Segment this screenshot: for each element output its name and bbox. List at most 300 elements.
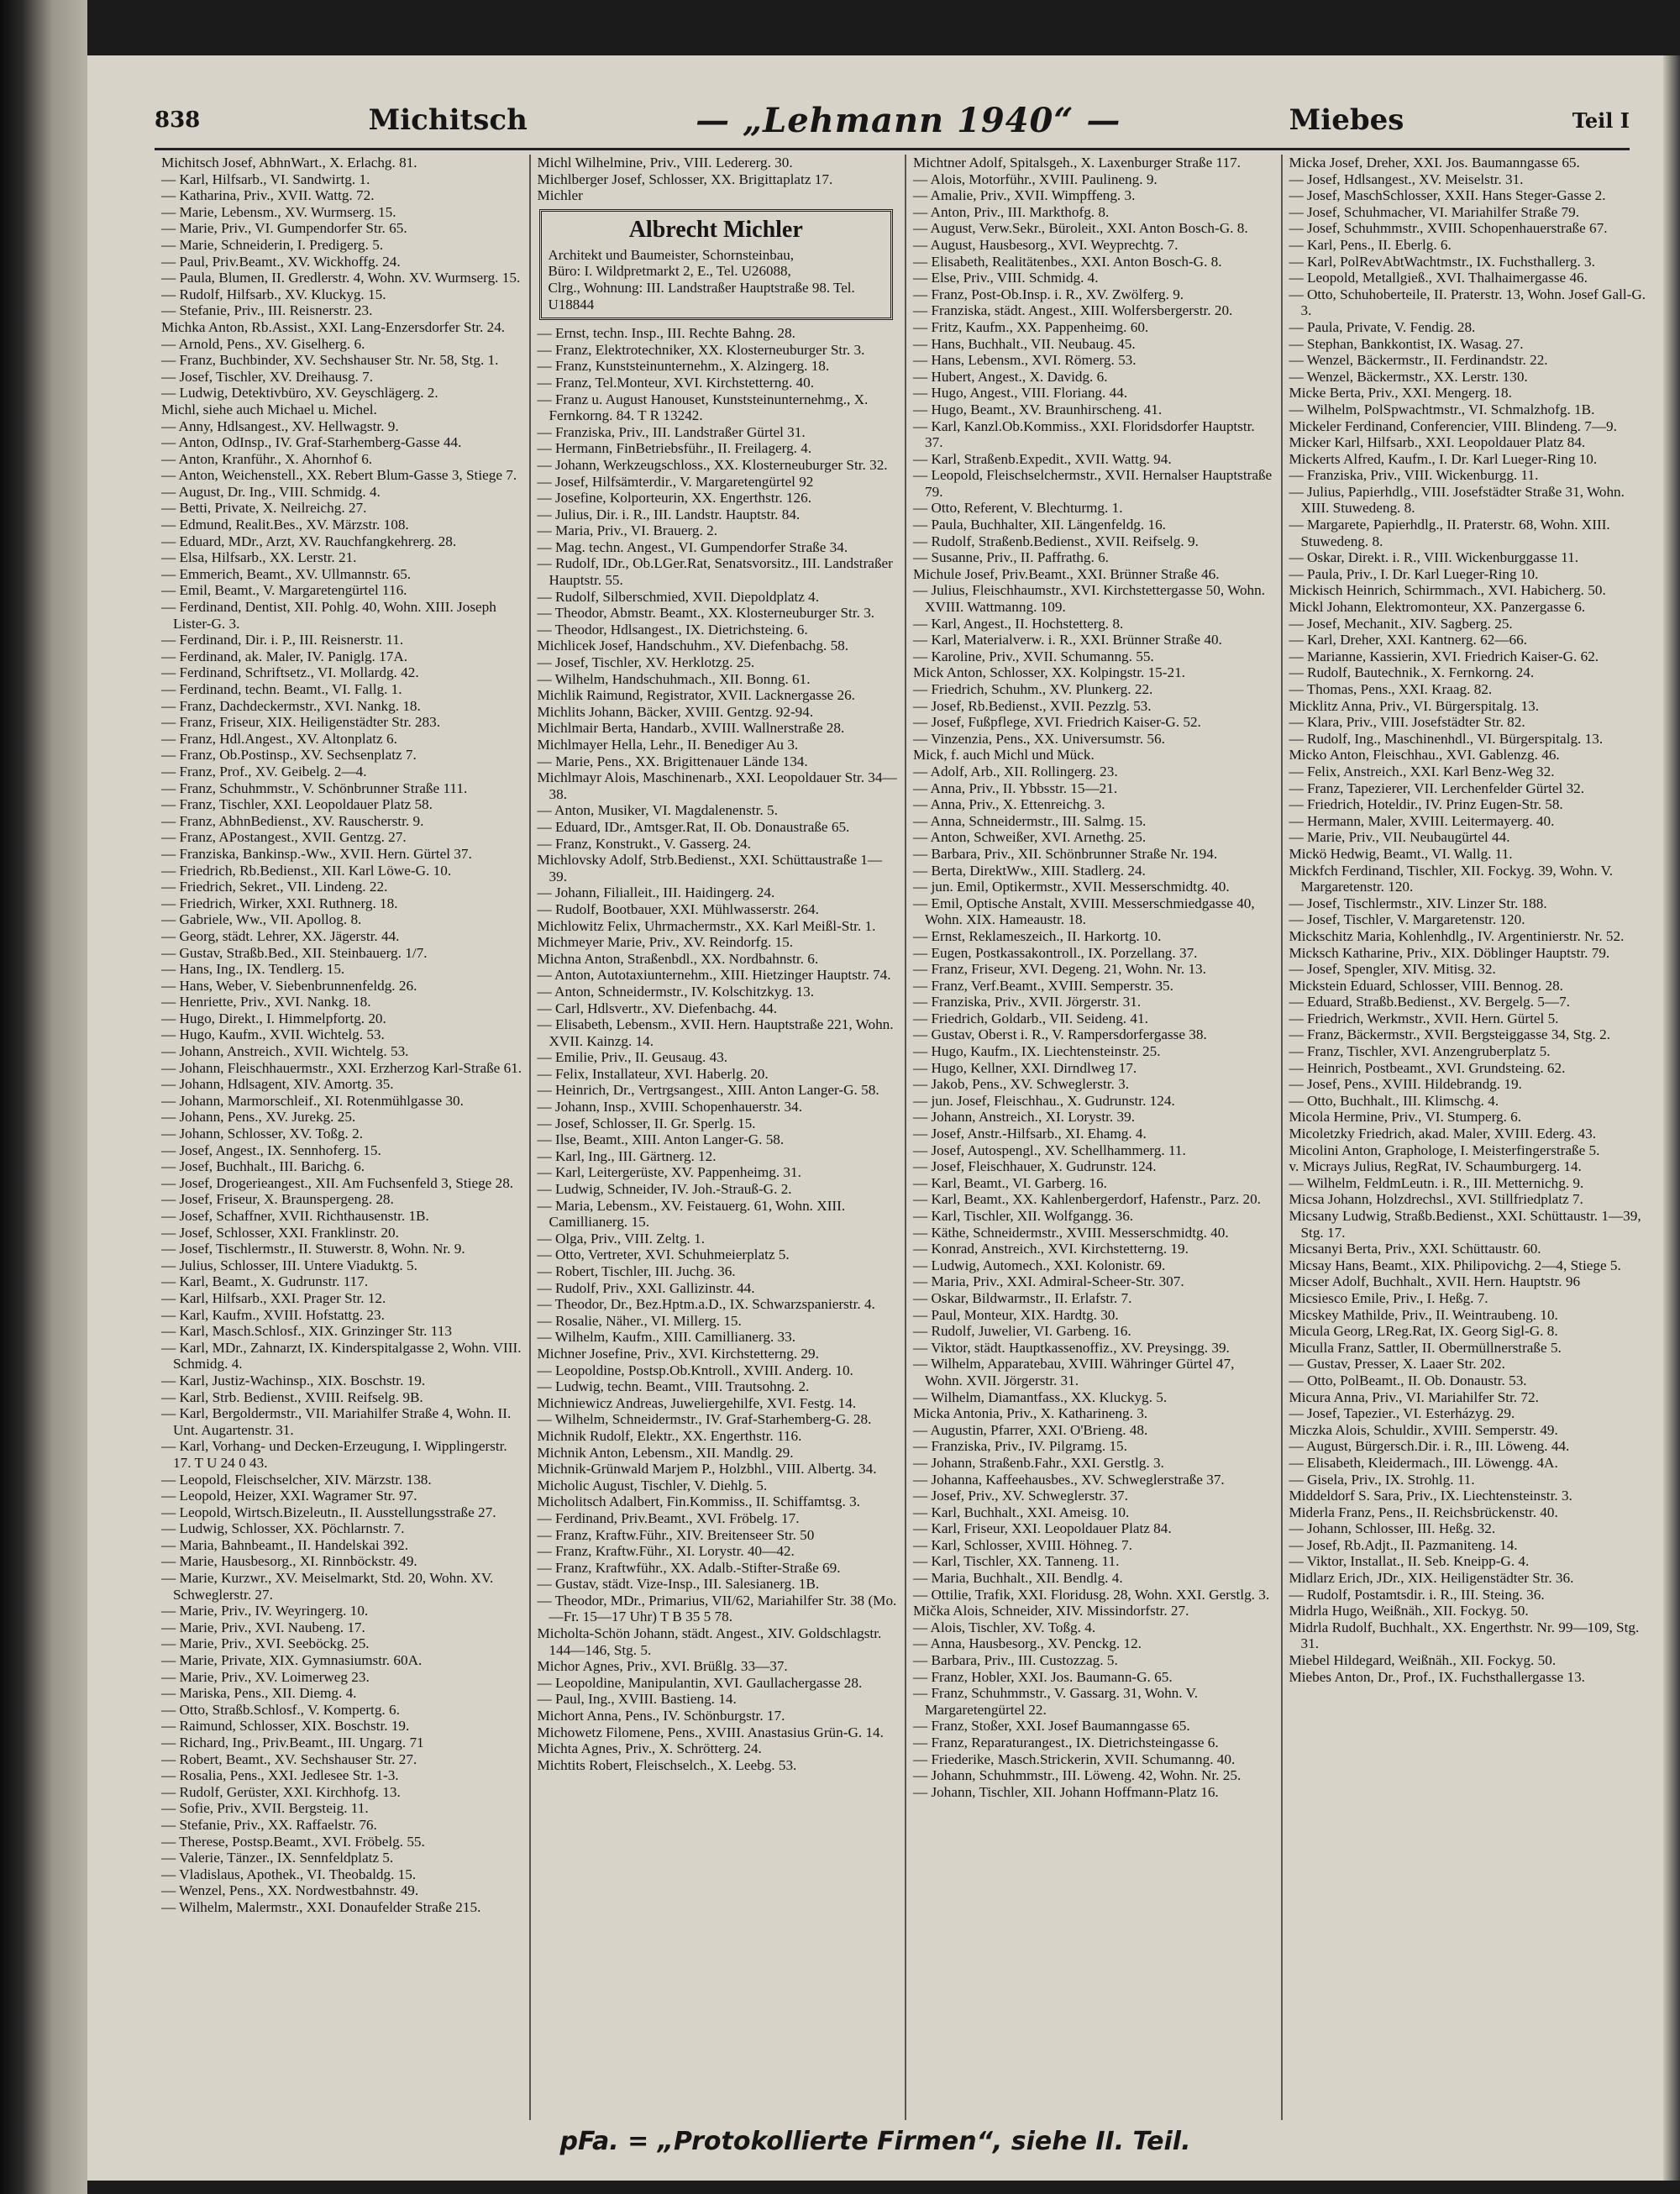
directory-entry: — Johann, Hdlsagent, XIV. Amortg. 35. <box>161 1076 394 1093</box>
directory-entry: — Franziska, Priv., XVII. Jörgerstr. 31. <box>913 994 1142 1010</box>
directory-entry: — Otto, Vertreter, XVI. Schuhmeierplatz 5. <box>537 1247 790 1263</box>
directory-entry: — Ferdinand, Priv.Beamt., XVI. Fröbelg. 17. <box>537 1509 800 1526</box>
directory-entry: — Fritz, Kaufm., XX. Pappenheimg. 60. <box>913 318 1149 335</box>
directory-entry: — Marie, Pens., XX. Brigittenauer Lände 134. <box>537 753 808 769</box>
directory-entry: — Anton, Schneidermstr., IV. Kolschitzkyg. 13. <box>537 983 815 1000</box>
directory-entry: — Rudolf, IDr., Ob.LGer.Rat, Senatsvorsitz., III. Landstraßer Hauptstr. 55. <box>537 555 893 589</box>
directory-entry: — Maria, Priv., VI. Brauerg. 2. <box>537 522 717 539</box>
directory-entry: — Franz, APostangest., XVII. Gentzg. 27. <box>161 829 407 846</box>
directory-entry: — Johann, Fleischhauermstr., XXI. Erzherzog Karl-Straße 61. <box>161 1059 522 1076</box>
column-1 <box>155 155 531 2120</box>
directory-entry: — Wenzel, Pens., XX. Nordwestbahnstr. 49. <box>161 1882 419 1899</box>
directory-entry: — Theodor, MDr., Primarius, VII/62, Mariahilfer Str. 38 (Mo.—Fr. 15—17 Uhr) T B 35 5 78. <box>537 1592 897 1625</box>
directory-entry: Micsa Johann, Holzdrechsl., XVI. Stillfriedplatz 7. <box>1289 1191 1583 1208</box>
ad-line: Clrg., Wohnung: III. Landstraßer Hauptstraße 98. Tel. U18844 <box>548 279 855 312</box>
directory-entry: — Otto, Straßb.Schlosf., V. Kompertg. 6. <box>161 1701 400 1718</box>
directory-entry: — Karl, Dreher, XXI. Kantnerg. 62—66. <box>1289 632 1527 648</box>
directory-entry: — Karl, Leitergerüste, XV. Pappenheimg. 31. <box>537 1164 801 1181</box>
directory-entry: Michl, siehe auch Michael u. Michel. <box>161 401 377 417</box>
directory-entry: — Marie, Lebensm., XV. Wurmserg. 15. <box>161 203 396 220</box>
advertisement-box <box>539 209 894 320</box>
directory-entry: Micola Hermine, Priv., VI. Stumperg. 6. <box>1289 1109 1522 1126</box>
directory-entry: — Rudolf, Bootbauer, XXI. Mühlwasserstr. 264. <box>537 900 819 917</box>
directory-entry: — Ferdinand, ak. Maler, IV. Paniglg. 17A. <box>161 648 408 664</box>
directory-entry: — Marianne, Kassierin, XVI. Friedrich Kaiser-G. 62. <box>1289 648 1599 664</box>
directory-entry: — Ernst, Reklameszeich., II. Harkortg. 10. <box>913 927 1162 944</box>
directory-entry: — Josef, Schlosser, II. Gr. Sperlg. 15. <box>537 1115 756 1131</box>
directory-entry: — Marie, Schneiderin, I. Predigerg. 5. <box>161 236 384 253</box>
directory-entry: — Theodor, Dr., Bez.Hptm.a.D., IX. Schwarzspanierstr. 4. <box>537 1296 875 1313</box>
directory-entry: — Theodor, Hdlsangest., IX. Dietrichsteing. 6. <box>537 621 808 638</box>
directory-entry: — Franz, Tapezierer, VII. Lerchenfelder Gürtel 32. <box>1289 779 1585 796</box>
directory-entry: — Ludwig, techn. Beamt., VIII. Trautsohng. 2. <box>537 1378 810 1395</box>
directory-entry: — Hermann, FinBetriebsführ., II. Freilagerg. 4. <box>537 440 812 457</box>
directory-entry: — Elisabeth, Kleidermach., III. Löwengg. 4A. <box>1289 1454 1558 1471</box>
directory-entry: — Karl, Buchhalt., XXI. Ameisg. 10. <box>913 1504 1130 1520</box>
directory-entry: — Ottilie, Trafik, XXI. Floridusg. 28, Wohn. XXI. Gerstlg. 3. <box>913 1586 1270 1603</box>
directory-entry: — Wilhelm, Schneidermstr., IV. Graf-Starhemberg-G. 28. <box>537 1411 872 1428</box>
directory-entry: — Johann, Insp., XVIII. Schopenhauerstr. 34. <box>537 1099 803 1115</box>
directory-entry: — Rudolf, Priv., XXI. Gallizinstr. 44. <box>537 1279 755 1296</box>
directory-entry: Micholta-Schön Johann, städt. Angest., XIV. Goldschlagstr. 144—146, Stg. 5. <box>537 1625 882 1658</box>
directory-entry: — Elsa, Hilfsarb., XX. Lerstr. 21. <box>161 549 357 566</box>
directory-entry: — Eduard, Straßb.Bedienst., XV. Bergelg. 5—7. <box>1289 994 1570 1010</box>
directory-entry: — Ludwig, Automech., XXI. Kolonistr. 69. <box>913 1257 1166 1273</box>
directory-entry: — Paula, Blumen, II. Gredlerstr. 4, Wohn. XV. Wurmserg. 15. <box>161 270 521 286</box>
directory-entry: — Josef, Rb.Bedienst., XVII. Pezzlg. 53. <box>913 697 1152 714</box>
directory-entry: — Josef, Autospengl., XV. Schellhammerg. 11. <box>913 1142 1186 1158</box>
directory-entry: — Betti, Private, X. Neilreichg. 27. <box>161 500 367 517</box>
directory-entry: — Johann, Werkzeugschloss., XX. Klosterneuburger Str. 32. <box>537 456 888 473</box>
directory-entry: — Maria, Buchhalt., XII. Bendlg. 4. <box>913 1570 1123 1587</box>
directory-entry: Mick, f. auch Michl und Mück. <box>913 747 1095 764</box>
directory-entry: Micula Georg, LReg.Rat, IX. Georg Sigl-G. 8. <box>1289 1323 1558 1340</box>
directory-entry: Midrla Hugo, Weißnäh., XII. Fockyg. 50. <box>1289 1603 1529 1619</box>
directory-entry: Michlmair Berta, Handarb., XVIII. Wallnerstraße 28. <box>537 720 845 737</box>
ad-title: Albrecht Michler <box>628 216 803 243</box>
directory-entry: — Emilie, Priv., II. Geusaug. 43. <box>537 1049 728 1066</box>
directory-entry: — Eduard, MDr., Arzt, XV. Rauchfangkehrerg. 28. <box>161 533 457 549</box>
directory-page <box>87 55 1663 2181</box>
directory-entry: — Karl, Straßenb.Expedit., XVII. Wattg. 94. <box>913 450 1172 467</box>
directory-entry: — Karl, Hilfsarb., XXI. Prager Str. 12. <box>161 1289 386 1306</box>
directory-entry: — Franz, Tischler, XVI. Anzengruberplatz 5. <box>1289 1043 1551 1060</box>
directory-entry: Mickschitz Maria, Kohlenhdlg., IV. Argentinierstr. Nr. 52. <box>1289 927 1625 944</box>
directory-entry: — Josef, MaschSchlosser, XXII. Hans Steger-Gasse 2. <box>1289 187 1606 204</box>
header-last-name: Miebes <box>1289 103 1404 137</box>
directory-entry: Mick Anton, Schlosser, XX. Kolpingstr. 15-21. <box>913 664 1185 681</box>
directory-entry: — Franz, Stoßer, XXI. Josef Baumanngasse 65. <box>913 1718 1190 1735</box>
directory-entry: Mickisch Heinrich, Schirmmach., XVI. Habicherg. 50. <box>1289 582 1606 599</box>
directory-entry: — Karl, Friseur, XXI. Leopoldauer Platz 84. <box>913 1520 1172 1537</box>
directory-entry: — Leopold, Fleischselcher, XIV. Märzstr. 138. <box>161 1471 432 1488</box>
directory-entry: — Hugo, Direkt., I. Himmelpfortg. 20. <box>161 1010 386 1026</box>
directory-entry: — Franziska, städt. Angest., XIII. Wolfersbergerstr. 20. <box>913 302 1233 319</box>
directory-entry: — Franziska, Priv., III. Landstraßer Gürtel 31. <box>537 423 806 440</box>
directory-entry: — Maria, Priv., XXI. Admiral-Scheer-Str. 307. <box>913 1273 1184 1290</box>
directory-entry: — Julius, Papierhdlg., VIII. Josefstädter Straße 31, Wohn. XIII. Stuwedeng. 8. <box>1289 483 1625 517</box>
directory-entry: — Hans, Ing., IX. Tendlerg. 15. <box>161 961 345 978</box>
directory-entry: — Anna, Priv., X. Ettenreichg. 3. <box>913 796 1105 813</box>
directory-entry: — Franz, Reparaturangest., IX. Dietrichsteingasse 6. <box>913 1735 1219 1750</box>
directory-entry: — jun. Emil, Optikermstr., XVII. Messerschmidtg. 40. <box>913 879 1230 895</box>
directory-entry: Michor Agnes, Priv., XVI. Brüßlg. 33—37. <box>537 1658 788 1675</box>
directory-entry: — Jakob, Pens., XV. Schweglerstr. 3. <box>913 1076 1130 1093</box>
directory-entry: — Oskar, Bildwarmstr., II. Erlafstr. 7. <box>913 1289 1132 1306</box>
directory-entry: — Marie, Hausbesorg., XI. Rinnböckstr. 49. <box>161 1553 417 1570</box>
directory-entry: — Paula, Priv., I. Dr. Karl Lueger-Ring 10. <box>1289 565 1539 582</box>
directory-entry: — Gabriele, Ww., VII. Apollog. 8. <box>161 911 362 928</box>
directory-entry: — Barbara, Priv., III. Custozzag. 5. <box>913 1652 1118 1669</box>
directory-entry: — Karl, Beamt., X. Gudrunstr. 117. <box>161 1273 369 1290</box>
directory-entry: — Else, Priv., VIII. Schmidg. 4. <box>913 270 1099 286</box>
directory-entry: — Josef, Hilfsämterdir., V. Margaretengürtel 92 <box>537 473 814 490</box>
directory-entry: — Alois, Tischler, XV. Toßg. 4. <box>913 1619 1096 1635</box>
directory-entry: — Marie, Priv., VI. Gumpendorfer Str. 65. <box>161 220 407 237</box>
directory-entry: — Johann, Schlosser, XV. Toßg. 2. <box>161 1126 364 1142</box>
directory-entry: — Maria, Bahnbeamt., II. Handelskai 392. <box>161 1536 409 1553</box>
directory-entry: — August, Verw.Sekr., Büroleit., XXI. Anton Bosch-G. 8. <box>913 220 1248 237</box>
directory-entry: — Franz u. August Hanouset, Kunststeinunternehmg., X. Fernkorng. 84. T R 13242. <box>537 391 869 424</box>
page-edge <box>1663 55 1680 2181</box>
directory-entry: — Leopold, Wirtsch.Bizeleutn., II. Ausstellungsstraße 27. <box>161 1504 496 1520</box>
directory-entry: — Franz, Kraftw.Führ., XI. Lorystr. 40—42. <box>537 1543 795 1560</box>
directory-entry: — Heinrich, Dr., Vertrgsangest., XIII. Anton Langer-G. 58. <box>537 1082 879 1099</box>
directory-entry: — Gustav, städt. Vize-Insp., III. Salesianerg. 1B. <box>537 1576 820 1593</box>
directory-entry: — Anny, Hdlsangest., XV. Hellwagstr. 9. <box>161 417 399 434</box>
directory-entry: — Hugo, Beamt., XV. Braunhirscheng. 41. <box>913 401 1163 417</box>
directory-entry: — Julius, Fleischhaumstr., XVI. Kirchstettergasse 50, Wohn. XVIII. Wattmanng. 109. <box>913 582 1266 616</box>
directory-entry: Miderla Franz, Pens., II. Reichsbrückenstr. 40. <box>1289 1504 1558 1520</box>
directory-entry: — Josef, Anstr.-Hilfsarb., XI. Ehamg. 4. <box>913 1126 1147 1142</box>
directory-entry: — Anton, Musiker, VI. Magdalenenstr. 5. <box>537 802 778 819</box>
directory-entry: — Johann, Anstreich., XI. Lorystr. 39. <box>913 1109 1135 1126</box>
directory-entry: Miebes Anton, Dr., Prof., IX. Fuchsthallergasse 13. <box>1289 1668 1585 1685</box>
directory-entry: — Josef, Tischlermstr., XIV. Linzer Str. 188. <box>1289 895 1547 911</box>
directory-entry: — Mag. techn. Angest., VI. Gumpendorfer Straße 34. <box>537 538 848 555</box>
directory-entry: — Ferdinand, Dir. i. P., III. Reisnerstr. 11. <box>161 632 404 648</box>
directory-entry: — Josef, Priv., XV. Schweglerstr. 37. <box>913 1488 1128 1504</box>
directory-entry: Michlmayer Hella, Lehr., II. Benediger Au 3. <box>537 737 799 753</box>
directory-entry: — Karoline, Priv., XVII. Schumanng. 55. <box>913 648 1154 664</box>
directory-entry: — Marie, Private, XIX. Gymnasiumstr. 60A. <box>161 1652 423 1669</box>
directory-entry: — Karl, Beamt., XX. Kahlenbergerdorf, Hafenstr., Parz. 20. <box>913 1191 1261 1208</box>
directory-entry: Micholitsch Adalbert, Fin.Kommiss., II. Schiffamtsg. 3. <box>537 1493 860 1510</box>
directory-entry: — Anna, Hausbesorg., XV. Penckg. 12. <box>913 1635 1142 1652</box>
directory-entry: — Wenzel, Bäckermstr., XX. Lerstr. 130. <box>1289 368 1528 385</box>
directory-entry: — Rosalie, Näher., VI. Millerg. 15. <box>537 1312 742 1329</box>
directory-entry: — Wilhelm, Kaufm., XIII. Camillianerg. 33. <box>537 1329 796 1346</box>
directory-entry: — Theodor, Abmstr. Beamt., XX. Klosterneuburger Str. 3. <box>537 605 875 622</box>
directory-entry: Miczka Alois, Schuldir., XVIII. Semperstr. 49. <box>1289 1421 1558 1438</box>
directory-entry: — August, Bürgersch.Dir. i. R., III. Löweng. 44. <box>1289 1438 1570 1455</box>
directory-entry: Miebel Hildegard, Weißnäh., XII. Fockyg. 50. <box>1289 1652 1557 1669</box>
directory-entry: — August, Hausbesorg., XVI. Weyprechtg. 7. <box>913 236 1179 253</box>
directory-entry: Miculla Franz, Sattler, II. Obermüllnerstraße 5. <box>1289 1339 1562 1356</box>
directory-entry: — Gisela, Priv., IX. Strohlg. 11. <box>1289 1471 1475 1488</box>
directory-entry: Michka Anton, Rb.Assist., XXI. Lang-Enzersdorfer Str. 24. <box>161 318 506 335</box>
directory-entry: — Hermann, Maler, XVIII. Leitermayerg. 40. <box>1289 812 1555 829</box>
directory-entry: — Wenzel, Bäckermstr., II. Ferdinandstr. 22. <box>1289 352 1548 369</box>
book-spine <box>0 0 87 2194</box>
directory-entry: — Karl, Masch.Schlosf., XIX. Grinzinger Str. 113 <box>161 1323 452 1340</box>
directory-entry: — Paula, Private, V. Fendig. 28. <box>1289 318 1476 335</box>
directory-entry: Micsiesco Emile, Priv., I. Heßg. 7. <box>1289 1289 1488 1306</box>
directory-entry: Micsay Hans, Beamt., XIX. Philipovichg. 2—4, Stiege 5. <box>1289 1257 1621 1273</box>
directory-entry: — Richard, Ing., Priv.Beamt., III. Ungarg. 71 <box>161 1735 424 1750</box>
directory-entry: — Felix, Installateur, XVI. Haberlg. 20. <box>537 1065 769 1082</box>
directory-entry: — Josef, Mechanit., XIV. Sagberg. 25. <box>1289 615 1513 632</box>
directory-entry: Micka Antonia, Priv., X. Katharineng. 3. <box>913 1405 1148 1422</box>
header-rule <box>155 148 1630 150</box>
directory-entry: — Johanna, Kaffeehausbes., XV. Schweglerstraße 37. <box>913 1471 1225 1488</box>
directory-entry: Michlicek Josef, Handschuhm., XV. Diefenbachg. 58. <box>537 638 849 654</box>
directory-entry: — Franz, Kraftwführ., XX. Adalb.-Stifter-Straße 69. <box>537 1559 841 1576</box>
directory-entry: — Karl, MDr., Zahnarzt, IX. Kinderspitalgasse 2, Wohn. VIII. Schmidg. 4. <box>161 1339 522 1373</box>
ad-line: Büro: I. Wildpretmarkt 2, E., Tel. U26088, <box>548 263 791 280</box>
directory-entry: Michna Anton, Straßenbdl., XX. Nordbahnstr. 6. <box>537 950 819 967</box>
directory-entry: — Alois, Motorführ., XVIII. Paulineng. 9. <box>913 171 1158 187</box>
directory-entry: — Viktor, städt. Hauptkassenoffiz., XV. Preysingg. 39. <box>913 1339 1230 1356</box>
directory-entry: Middeldorf S. Sara, Priv., IX. Liechtensteinstr. 3. <box>1289 1488 1572 1504</box>
directory-entry: — Arnold, Pens., XV. Giselherg. 6. <box>161 335 365 352</box>
directory-entry: — Hubert, Angest., X. Davidg. 6. <box>913 368 1108 385</box>
directory-entry: — Hans, Weber, V. Siebenbrunnenfeldg. 26. <box>161 977 417 994</box>
directory-entry: Micker Karl, Hilfsarb., XXI. Leopoldauer Platz 84. <box>1289 434 1586 451</box>
directory-entry: Micoletzky Friedrich, akad. Maler, XVIII. Ederg. 43. <box>1289 1126 1597 1142</box>
directory-entry: — Hugo, Kaufm., IX. Liechtensteinstr. 25. <box>913 1043 1161 1060</box>
directory-entry: — Rudolf, Bautechnik., X. Fernkorng. 24. <box>1289 664 1535 681</box>
directory-entry: — Augustin, Pfarrer, XXI. O'Brieng. 48. <box>913 1421 1148 1438</box>
directory-entry: — Josef, Drogerieangest., XII. Am Fuchsenfeld 3, Stiege 28. <box>161 1174 514 1191</box>
directory-entry: — Franz, Bäckermstr., XVII. Bergsteiggasse 34, Stg. 2. <box>1289 1026 1611 1043</box>
directory-entry: — Berta, DirektWw., XIII. Stadlerg. 24. <box>913 862 1146 879</box>
directory-entry: — Paul, Monteur, XIX. Hardtg. 30. <box>913 1306 1119 1323</box>
directory-entry: — Otto, Referent, V. Blechturmg. 1. <box>913 500 1123 517</box>
directory-entry: — Franz, Kraftw.Führ., XIV. Breitenseer Str. 50 <box>537 1526 815 1543</box>
directory-entry: — Karl, Beamt., VI. Garberg. 16. <box>913 1174 1107 1191</box>
directory-entry: — Josef, Fleischhauer, X. Gudrunstr. 124. <box>913 1158 1157 1175</box>
directory-entry: — Johann, Pens., XV. Jurekg. 25. <box>161 1109 356 1126</box>
directory-entry: — Franz, AbhnBedienst., XV. Rauscherstr. 9. <box>161 812 424 829</box>
directory-entry: — Julius, Dir. i. R., III. Landstr. Hauptstr. 84. <box>537 506 801 522</box>
directory-entry: — Wilhelm, PolSpwachtmstr., VI. Schmalzhofg. 1B. <box>1289 401 1595 417</box>
directory-entry: — Ferdinand, techn. Beamt., VI. Fallg. 1. <box>161 681 402 697</box>
directory-entry: — Friedrich, Rb.Bedienst., XII. Karl Löwe-G. 10. <box>161 862 452 879</box>
directory-entry: — Robert, Beamt., XV. Sechshauser Str. 27. <box>161 1750 417 1767</box>
directory-entry: — Josef, Tischlermstr., II. Stuwerstr. 8, Wohn. Nr. 9. <box>161 1241 465 1257</box>
directory-entry: Micka Josef, Dreher, XXI. Jos. Baumanngasse 65. <box>1289 155 1580 171</box>
directory-entry: Michlik Raimund, Registrator, XVII. Lacknergasse 26. <box>537 687 855 704</box>
header-title: — „Lehmann 1940“ — <box>696 100 1121 140</box>
directory-entry: — Barbara, Priv., XII. Schönbrunner Straße Nr. 194. <box>913 845 1218 862</box>
directory-entry: — Olga, Priv., VIII. Zeltg. 1. <box>537 1230 706 1247</box>
directory-entry: — Wilhelm, FeldmLeutn. i. R., III. Metternichg. 9. <box>1289 1174 1584 1191</box>
directory-entry: — Hans, Lebensm., XVI. Römerg. 53. <box>913 352 1137 369</box>
directory-entry: Michtits Robert, Fleischselch., X. Leebg. 53. <box>537 1756 797 1773</box>
directory-entry: — Friedrich, Schuhm., XV. Plunkerg. 22. <box>913 681 1153 697</box>
directory-entry: — Paula, Buchhalter, XII. Längenfeldg. 16. <box>913 517 1166 533</box>
directory-entry: — Raimund, Schlosser, XIX. Boschstr. 19. <box>161 1718 410 1735</box>
directory-entry: Michlmayr Alois, Maschinenarb., XXI. Leopoldauer Str. 34—38. <box>537 769 897 802</box>
directory-entry: — Margarete, Papierhdlg., II. Praterstr. 68, Wohn. XIII. Stuwedeng. 8. <box>1289 517 1610 549</box>
directory-entry: — Leopoldine, Manipulantin, XVI. Gaullachergasse 28. <box>537 1674 863 1691</box>
directory-entry: Mickerts Alfred, Kaufm., I. Dr. Karl Lueger-Ring 10. <box>1289 450 1598 467</box>
directory-entry: — Franz, Konstrukt., V. Gasserg. 24. <box>537 835 751 852</box>
directory-entry: — Josef, Schuhmmstr., XVIII. Schopenhauerstraße 67. <box>1289 220 1608 237</box>
directory-entry: — Franz, Verf.Beamt., XVIII. Semperstr. 35. <box>913 977 1173 994</box>
directory-entry: — Marie, Priv., XVI. Seeböckg. 25. <box>161 1635 370 1652</box>
directory-entry: — Marie, Priv., IV. Weyringerg. 10. <box>161 1603 369 1619</box>
directory-entry: — Anton, Priv., III. Markthofg. 8. <box>913 203 1110 220</box>
directory-entry: — Franz, Schuhmmstr., V. Schönbrunner Straße 111. <box>161 779 468 796</box>
directory-entry: — Edmund, Realit.Bes., XV. Märzstr. 108. <box>161 517 409 533</box>
directory-entry: — Ludwig, Schneider, IV. Joh.-Strauß-G. 2. <box>537 1181 792 1198</box>
directory-entry: — Leopold, Fleischselchermstr., XVII. Hernalser Hauptstraße 79. <box>913 467 1273 500</box>
columns <box>155 155 1658 2120</box>
directory-entry: — Johann, Schlosser, III. Heßg. 32. <box>1289 1520 1496 1537</box>
directory-entry: — Josef, Schlosser, XXI. Franklinstr. 20. <box>161 1224 399 1241</box>
directory-entry: Micura Anna, Priv., VI. Mariahilfer Str. 72. <box>1289 1388 1539 1405</box>
directory-entry: — Otto, Schuhoberteile, II. Praterstr. 13, Wohn. Josef Gall-G. 3. <box>1289 286 1646 319</box>
directory-entry: — Johann, Marmorschleif., XI. Rotenmühlgasse 30. <box>161 1092 464 1109</box>
column-3 <box>906 155 1283 2120</box>
directory-entry: — Karl, Bergoldermstr., VII. Mariahilfer Straße 4, Wohn. II. Unt. Augartenstr. 31. <box>161 1405 512 1438</box>
directory-entry: — Hugo, Kaufm., XVII. Wichtelg. 53. <box>161 1026 385 1043</box>
directory-entry: — Johann, Tischler, XII. Johann Hoffmann-Platz 16. <box>913 1783 1219 1800</box>
directory-entry: — Emmerich, Beamt., XV. Ullmannstr. 65. <box>161 565 412 582</box>
directory-entry: — Marie, Priv., XV. Loimerweg 23. <box>161 1668 370 1685</box>
directory-entry: — Franz, Tel.Monteur, XVI. Kirchstetterng. 40. <box>537 374 815 391</box>
directory-entry: — Wilhelm, Diamantfass., XX. Kluckyg. 5. <box>913 1388 1168 1405</box>
directory-entry: — Adolf, Arb., XII. Rollingerg. 23. <box>913 763 1118 779</box>
page-header <box>155 99 1630 141</box>
directory-entry: Midlarz Erich, JDr., XIX. Heiligenstädter Str. 36. <box>1289 1570 1574 1587</box>
directory-entry: — Anna, Priv., II. Ybbsstr. 15—21. <box>913 779 1118 796</box>
directory-entry: — Paul, Ing., XVIII. Bastieng. 14. <box>537 1691 737 1708</box>
directory-entry: Mickö Hedwig, Beamt., VI. Wallg. 11. <box>1289 845 1513 862</box>
directory-entry: — Karl, PolRevAbtWachtmstr., IX. Fuchsthallerg. 3. <box>1289 253 1595 270</box>
header-part: Teil I <box>1572 108 1630 133</box>
directory-entry: — Franz, Buchbinder, XV. Sechshauser Str. Nr. 58, Stg. 1. <box>161 352 499 369</box>
directory-entry: — Josef, Tischler, XV. Herklotzg. 25. <box>537 654 755 671</box>
directory-entry: — Friedrich, Werkmstr., XVII. Hern. Gürtel 5. <box>1289 1010 1559 1026</box>
directory-entry: — Josef, Fußpflege, XVI. Friedrich Kaiser-G. 52. <box>913 714 1201 731</box>
directory-entry: — Franz, Friseur, XIX. Heiligenstädter Str. 283. <box>161 714 441 731</box>
directory-entry: — Leopoldine, Postsp.Ob.Kntroll., XVIII. Anderg. 10. <box>537 1362 853 1378</box>
directory-entry: Michlberger Josef, Schlosser, XX. Brigittaplatz 17. <box>537 171 833 187</box>
directory-entry: — Ilse, Beamt., XIII. Anton Langer-G. 58. <box>537 1131 785 1148</box>
directory-entry: — Josefine, Kolporteurin, XX. Engerthstr. 126. <box>537 490 812 507</box>
directory-entry: Micolini Anton, Graphologe, I. Meisterfingerstraße 5. <box>1289 1142 1600 1158</box>
directory-entry: — Franz, Schuhmmstr., V. Gassarg. 31, Wohn. V. Margaretengürtel 22. <box>913 1685 1199 1718</box>
directory-entry: — Rudolf, Gerüster, XXI. Kirchhofg. 13. <box>161 1783 401 1800</box>
directory-entry: — Vladislaus, Apothek., VI. Theobaldg. 15. <box>161 1866 417 1882</box>
directory-entry: — Franz, Dachdeckermstr., XVI. Nankg. 18. <box>161 697 421 714</box>
directory-entry: Mickeler Ferdinand, Conferencier, VIII. Blindeng. 7—9. <box>1289 417 1617 434</box>
directory-entry: — Thomas, Pens., XXI. Kraag. 82. <box>1289 681 1493 697</box>
directory-entry: — Karl, Pens., II. Eberlg. 6. <box>1289 236 1452 253</box>
directory-entry: — Franz, Ob.Postinsp., XV. Sechsenplatz 7. <box>161 747 417 764</box>
directory-entry: Michule Josef, Priv.Beamt., XXI. Brünner Straße 46. <box>913 565 1220 582</box>
directory-entry: — Karl, Materialverw. i. R., XXI. Brünner Straße 40. <box>913 632 1222 648</box>
directory-entry: — Valerie, Tänzer., IX. Sennfeldplatz 5. <box>161 1850 394 1866</box>
directory-entry: Michitsch Josef, AbhnWart., X. Erlachg. 81. <box>161 155 417 171</box>
directory-entry: — Carl, Hdlsvertr., XV. Diefenbachg. 44. <box>537 1000 778 1016</box>
directory-entry: — Josef, Schaffner, XVII. Richthausenstr. 1B. <box>161 1208 429 1224</box>
directory-entry: — Friedrich, Sekret., VII. Lindeng. 22. <box>161 879 388 895</box>
directory-entry: — Georg, städt. Lehrer, XX. Jägerstr. 44. <box>161 927 400 944</box>
directory-entry: Michmeyer Marie, Priv., XV. Reindorfg. 15. <box>537 934 794 951</box>
directory-entry: — Viktor, Installat., II. Seb. Kneipp-G. 4. <box>1289 1553 1530 1570</box>
directory-entry: Michlits Johann, Bäcker, XVIII. Gentzg. 92-94. <box>537 703 814 720</box>
directory-entry: — Amalie, Priv., XVII. Wimpffeng. 3. <box>913 187 1136 204</box>
directory-entry: Micser Adolf, Buchhalt., XVII. Hern. Hauptstr. 96 <box>1289 1273 1581 1290</box>
directory-entry: — Karl, Ing., III. Gärtnerg. 12. <box>537 1147 717 1164</box>
directory-entry: Michnik-Grünwald Marjem P., Holzbhl., VIII. Albertg. 34. <box>537 1461 877 1478</box>
directory-entry: — Franz, Hdl.Angest., XV. Altonplatz 6. <box>161 730 397 747</box>
directory-entry: — Anton, Autotaxiunternehm., XIII. Hietzinger Hauptstr. 74. <box>537 967 891 984</box>
directory-entry: Mickstein Eduard, Schlosser, VIII. Bennog. 28. <box>1289 977 1563 994</box>
directory-entry: — Ludwig, Schlosser, XX. Pöchlarnstr. 7. <box>161 1520 405 1537</box>
directory-entry: — Hans, Buchhalt., VII. Neubaug. 45. <box>913 335 1136 352</box>
directory-entry: — Franz, Hobler, XXI. Jos. Baumann-G. 65. <box>913 1668 1173 1685</box>
directory-entry: — Franz, Kunststeinunternehm., X. Alzingerg. 18. <box>537 358 830 375</box>
directory-entry: — Emil, Beamt., V. Margaretengürtel 116. <box>161 582 407 599</box>
directory-entry: — Josef, Friseur, X. Braunspergeng. 28. <box>161 1191 394 1208</box>
directory-entry: Michort Anna, Pens., IV. Schönburgstr. 17. <box>537 1708 785 1724</box>
directory-entry: — Felix, Anstreich., XXI. Karl Benz-Weg 32. <box>1289 763 1555 779</box>
directory-entry: — Franziska, Priv., VIII. Wickenburgg. 11. <box>1289 467 1539 484</box>
directory-entry: — Josef, Tapezier., VI. Esterházyg. 29. <box>1289 1405 1515 1422</box>
column-2 <box>531 155 907 2120</box>
directory-entry: — Karl, Tischler, XX. Tanneng. 11. <box>913 1553 1120 1570</box>
directory-entry: — Therese, Postsp.Beamt., XVI. Fröbelg. 55. <box>161 1833 425 1850</box>
directory-entry: — Franziska, Bankinsp.-Ww., XVII. Hern. Gürtel 37. <box>161 845 472 862</box>
directory-entry: — Robert, Tischler, III. Juchg. 36. <box>537 1263 736 1279</box>
directory-entry: — Marie, Priv., XVI. Naubeng. 17. <box>161 1619 365 1635</box>
directory-entry: — Anton, Schweißer, XVI. Arnethg. 25. <box>913 829 1147 846</box>
directory-entry: Mickfch Ferdinand, Tischler, XII. Fockyg. 39, Wohn. V. Margaretenstr. 120. <box>1289 862 1614 895</box>
directory-entry: — Karl, Schlosser, XVIII. Höhneg. 7. <box>913 1536 1132 1553</box>
directory-entry: — Karl, Kanzl.Ob.Kommiss., XXI. Floridsdorfer Hauptstr. 37. <box>913 417 1255 451</box>
directory-entry: — Franziska, Priv., IV. Pilgramg. 15. <box>913 1438 1127 1455</box>
directory-entry: — Franz, Prof., XV. Geibelg. 2—4. <box>161 763 367 779</box>
ad-line: Architekt und Baumeister, Schornsteinbau, <box>548 246 795 263</box>
header-first-name: Michitsch <box>368 103 528 137</box>
directory-entry: — Karl, Angest., II. Hochstetterg. 8. <box>913 615 1124 632</box>
directory-entry: — Vinzenzia, Pens., XX. Universumstr. 56. <box>913 730 1165 747</box>
directory-entry: — Henriette, Priv., XVI. Nankg. 18. <box>161 994 371 1010</box>
directory-entry: — Franz, Tischler, XXI. Leopoldauer Platz 58. <box>161 796 433 813</box>
directory-entry: — Stephan, Bankkontist, IX. Wasag. 27. <box>1289 335 1524 352</box>
directory-entry: — Friedrich, Goldarb., VII. Seideng. 41. <box>913 1010 1148 1026</box>
directory-entry: — Karl, Vorhang- und Decken-Erzeugung, I. Wipplingerstr. 17. T U 24 0 43. <box>161 1438 507 1471</box>
directory-entry: Micsany Ludwig, Straßb.Bedienst., XXI. Schüttaustr. 1—39, Stg. 17. <box>1289 1208 1641 1241</box>
directory-entry: — Elisabeth, Realitätenbes., XXI. Anton Bosch-G. 8. <box>913 253 1222 270</box>
directory-entry: — Johann, Anstreich., XVII. Wichtelg. 53. <box>161 1043 409 1060</box>
directory-entry: — Eduard, IDr., Amtsger.Rat, II. Ob. Donaustraße 65. <box>537 818 850 835</box>
directory-entry: Michtner Adolf, Spitalsgeh., X. Laxenburger Straße 117. <box>913 155 1241 171</box>
directory-entry: — Josef, Buchhalt., III. Barichg. 6. <box>161 1158 365 1175</box>
directory-entry: — Rudolf, Ing., Maschinenhdl., VI. Bürgerspitalg. 13. <box>1289 730 1604 747</box>
directory-entry: — Oskar, Direkt. i. R., VIII. Wickenburggasse 11. <box>1289 549 1579 566</box>
directory-entry: — Hugo, Kellner, XXI. Dirndlweg 17. <box>913 1059 1137 1076</box>
directory-entry: Midrla Rudolf, Buchhalt., XX. Engerthstr. Nr. 99—109, Stg. 31. <box>1289 1619 1640 1652</box>
directory-entry: — Johann, Schuhmmstr., III. Löweng. 42, Wohn. Nr. 25. <box>913 1767 1242 1784</box>
directory-entry: — Käthe, Schneidermstr., XVIII. Messerschmidtg. 40. <box>913 1224 1229 1241</box>
directory-entry: Michnik Rudolf, Elektr., XX. Engerthstr. 116. <box>537 1427 802 1444</box>
